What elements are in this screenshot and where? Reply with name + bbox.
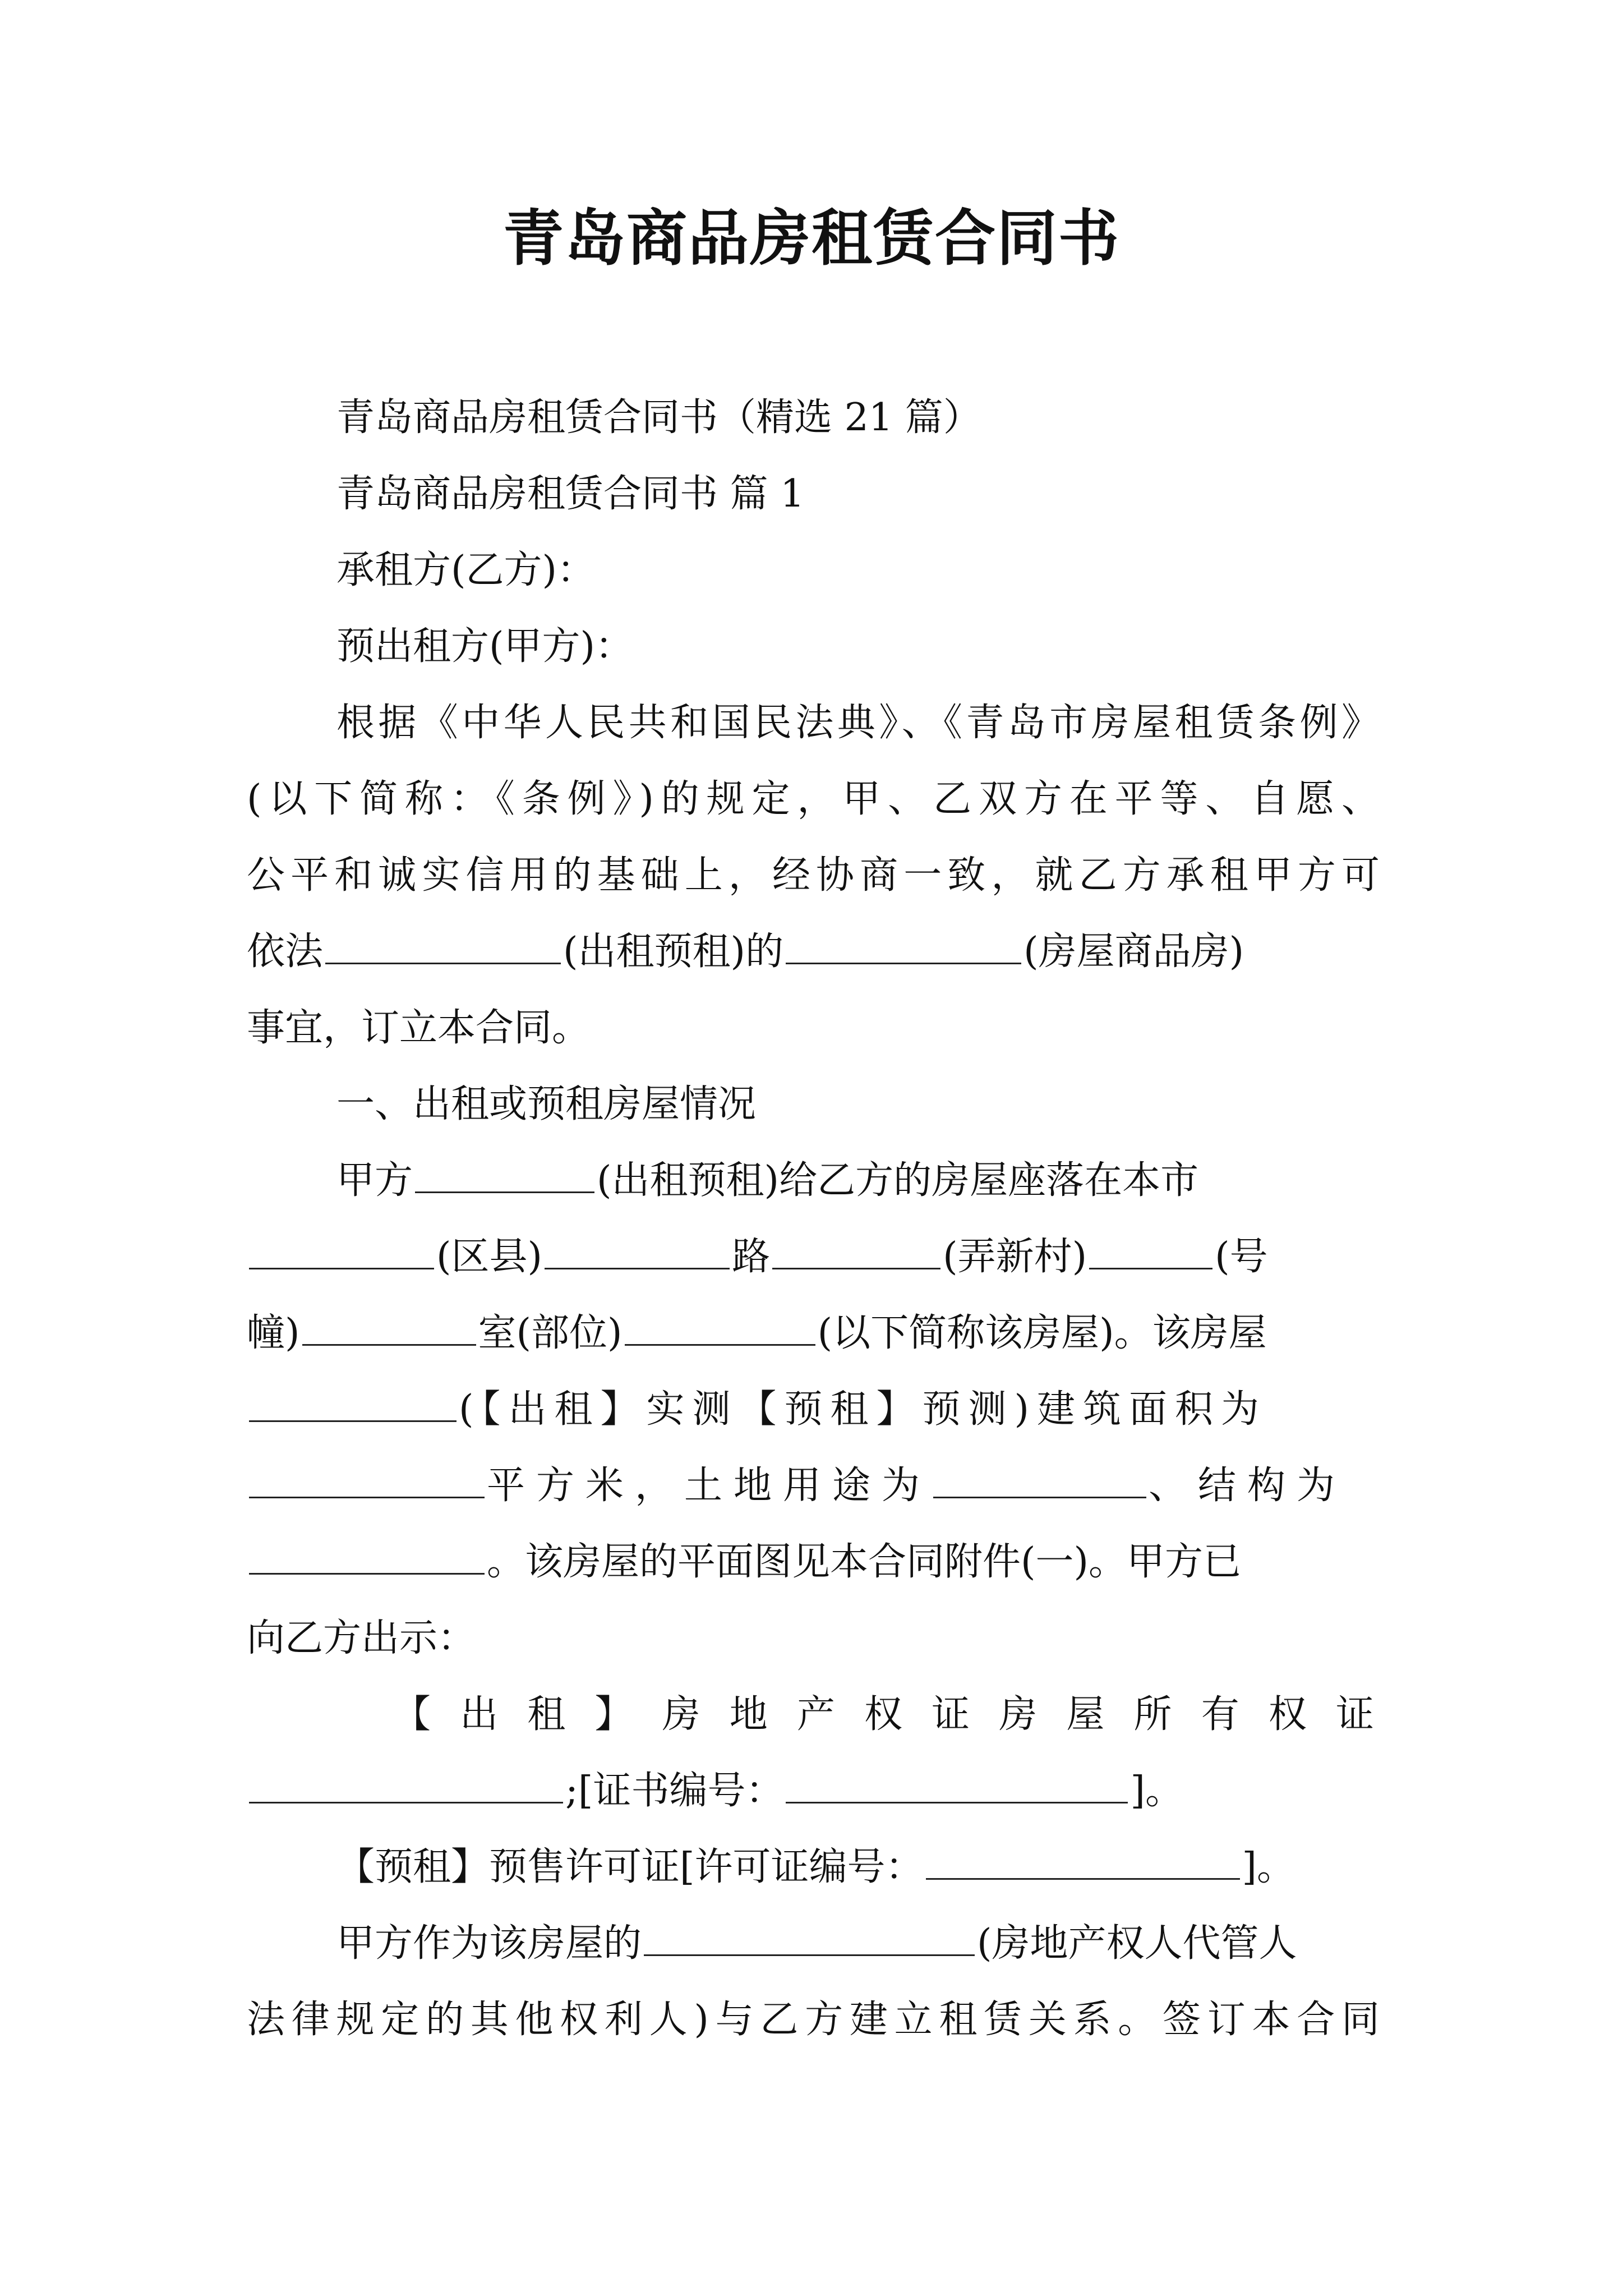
- section-line-3: [247, 1303, 1380, 1364]
- section-line-1: [336, 1150, 1380, 1212]
- fill-blank: [786, 1769, 1128, 1803]
- fill-blank: [249, 1769, 563, 1803]
- text: (以下简称该房屋)。该房屋: [817, 1311, 1267, 1355]
- text: 幢): [247, 1311, 300, 1355]
- text: 【预租】预售许可证[许可证编号：: [336, 1845, 924, 1889]
- intro-line-1: 根据《中华人民共和国民法典》、《青岛市房屋租赁条例》: [336, 701, 1380, 745]
- section-line-11: [336, 1913, 1380, 1975]
- fill-blank: [249, 1235, 434, 1269]
- section-line-4: [247, 1379, 1380, 1441]
- text: ]。: [1242, 1845, 1295, 1889]
- article-heading: 青岛商品房租赁合同书 篇 1: [336, 472, 805, 516]
- text: ]。: [1130, 1769, 1183, 1813]
- section-line-6: [247, 1531, 1380, 1593]
- section-heading: 一、出租或预租房屋情况: [336, 1082, 757, 1126]
- text: 路: [732, 1235, 771, 1279]
- text: (【出租】实测【预租】预测)建筑面积为: [459, 1387, 1267, 1432]
- section-line-2: [247, 1226, 1380, 1288]
- section-line-7: 向乙方出示：: [247, 1616, 476, 1660]
- fill-blank: [786, 930, 1021, 964]
- text: 依法: [247, 930, 324, 974]
- text: 。该房屋的平面图见本合同附件(一)。甲方已: [487, 1540, 1242, 1584]
- text: 甲方作为该房屋的: [336, 1921, 642, 1966]
- section-line-9: [247, 1760, 1380, 1822]
- section-line-12: 法律规定的其他权利人)与乙方建立租赁关系。签订本合同: [247, 1998, 1380, 2042]
- fill-blank: [302, 1312, 476, 1346]
- fill-blank: [933, 1464, 1146, 1498]
- text: (房屋商品房): [1023, 930, 1244, 974]
- text: (区县): [436, 1235, 543, 1279]
- intro-line-3: 公平和诚实信用的基础上，经协商一致，就乙方承租甲方可: [247, 853, 1380, 898]
- section-line-8: 【出租】房地产权证房屋所有权证: [393, 1692, 1380, 1737]
- fill-blank: [415, 1159, 594, 1193]
- document-title: 青岛商品房租赁合同书: [502, 203, 1120, 274]
- text: (弄新村): [943, 1235, 1087, 1279]
- fill-blank: [249, 1540, 485, 1575]
- fill-blank: [644, 1922, 975, 1956]
- intro-line-4: [247, 921, 1380, 983]
- text: 平方米，土地用途为: [487, 1464, 932, 1508]
- lessor-line: 预出租方(甲方)：: [336, 624, 634, 669]
- fill-blank: [249, 1388, 457, 1422]
- section-line-10: [336, 1837, 1380, 1898]
- fill-blank: [926, 1846, 1240, 1880]
- collection-heading: 青岛商品房租赁合同书（精选 21 篇）: [336, 395, 981, 440]
- text: 甲方: [336, 1158, 413, 1203]
- text: (房地产权人代管人: [977, 1921, 1297, 1966]
- section-line-5: [247, 1455, 1380, 1517]
- intro-line-2: (以下简称：《条例》)的规定，甲、乙双方在平等、自愿、: [247, 777, 1380, 821]
- fill-blank: [545, 1235, 730, 1269]
- text: (号: [1215, 1235, 1268, 1279]
- fill-blank: [625, 1312, 815, 1346]
- fill-blank: [249, 1464, 485, 1498]
- text: (出租预租)给乙方的房屋座落在本市: [597, 1158, 1199, 1203]
- intro-line-5: 事宜，订立本合同。: [247, 1006, 591, 1050]
- text: ;[证书编号：: [565, 1769, 784, 1813]
- text: 室(部位): [478, 1311, 623, 1355]
- lessee-line: 承租方(乙方)：: [336, 548, 596, 592]
- fill-blank: [772, 1235, 940, 1269]
- fill-blank: [325, 930, 561, 964]
- fill-blank: [1089, 1235, 1212, 1269]
- text: (出租预租)的: [563, 930, 784, 974]
- text: 、结构为: [1149, 1464, 1347, 1508]
